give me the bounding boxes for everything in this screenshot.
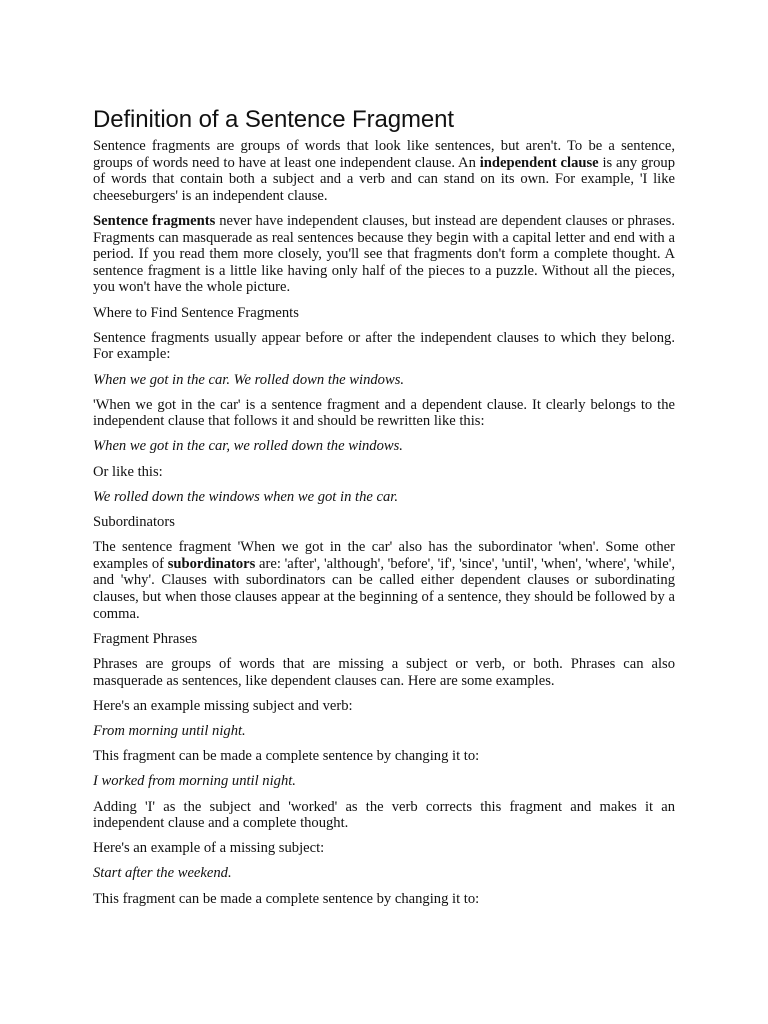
section-heading-fragment-phrases: Fragment Phrases: [93, 630, 198, 647]
paragraph-subordinators: [93, 539, 675, 622]
paragraph-definition: [93, 138, 675, 204]
paragraph-explanation: 'When we got in the car' is a sentence fragment and a dependent clause. It clearly belongs to the independent clause that follows it and should be rewritten like this:: [93, 396, 675, 430]
section-heading-where: Where to Find Sentence Fragments: [93, 304, 299, 321]
example-sentence: From morning until night.: [93, 722, 246, 739]
paragraph-or-like-this: Or like this:: [93, 463, 163, 480]
page-title: Definition of a Sentence Fragment: [93, 106, 454, 133]
example-sentence: I worked from morning until night.: [93, 773, 296, 790]
paragraph-adding: Adding 'I' as the subject and 'worked' as the verb corrects this fragment and makes it an independent clause and a complete thought.: [93, 798, 675, 832]
paragraph-change-to: This fragment can be made a complete sentence by changing it to:: [93, 890, 480, 907]
paragraph-text: is any group of words that contain both a subject and a verb and can stand on its own. For example, 'I like cheeseburgers' is an independent clause.: [93, 154, 675, 204]
paragraph-missing-subject: Here's an example of a missing subject:: [93, 840, 325, 857]
example-sentence: When we got in the car, we rolled down the windows.: [93, 438, 403, 455]
paragraph-text: The sentence fragment 'When we got in the car' also has the subordinator 'when'. Some other examples of: [93, 539, 675, 572]
paragraph-text: are: 'after', 'although', 'before', 'if', 'since', 'until', 'when', 'where', 'while', and 'why'. Clauses with subordinators can be called either dependent clauses or subordinating clauses, but when those clauses appear at the beginning of a sentence, they should be followed by a comma.: [93, 555, 675, 622]
example-sentence: Start after the weekend.: [93, 865, 232, 882]
bold-term-independent-clause: independent clause: [479, 154, 599, 171]
paragraph-change-to: This fragment can be made a complete sentence by changing it to:: [93, 748, 480, 765]
paragraph-fragments: [93, 213, 675, 296]
bold-term-sentence-fragments: Sentence fragments: [93, 212, 216, 229]
paragraph-text: Sentence fragments are groups of words that look like sentences, but aren't. To be a sentence, groups of words need to have at least one independent clause. An: [93, 138, 675, 171]
paragraph-phrases: Phrases are groups of words that are missing a subject or verb, or both. Phrases can also masquerade as sentences, like dependent clauses can. Here are some examples.: [93, 655, 675, 689]
example-sentence: We rolled down the windows when we got in the car.: [93, 488, 398, 505]
paragraph-text: never have independent clauses, but instead are dependent clauses or phrases. Fragments can masquerade as real sentences because they begin with a capital letter and end with a period. If you read them more closely, you'll see that fragments don't form a complete thought. A sentence fragment is a little like having only half of the pieces to a puzzle. Without all the pieces, you won't have the whole picture.: [93, 212, 675, 296]
document-page: [93, 0, 675, 907]
bold-term-subordinators: subordinators: [167, 555, 256, 572]
section-heading-subordinators: Subordinators: [93, 514, 175, 531]
paragraph-where: Sentence fragments usually appear before or after the independent clauses to which they belong. For example:: [93, 329, 675, 363]
paragraph-missing-subject-verb: Here's an example missing subject and verb:: [93, 697, 353, 714]
example-sentence: When we got in the car. We rolled down the windows.: [93, 371, 405, 388]
